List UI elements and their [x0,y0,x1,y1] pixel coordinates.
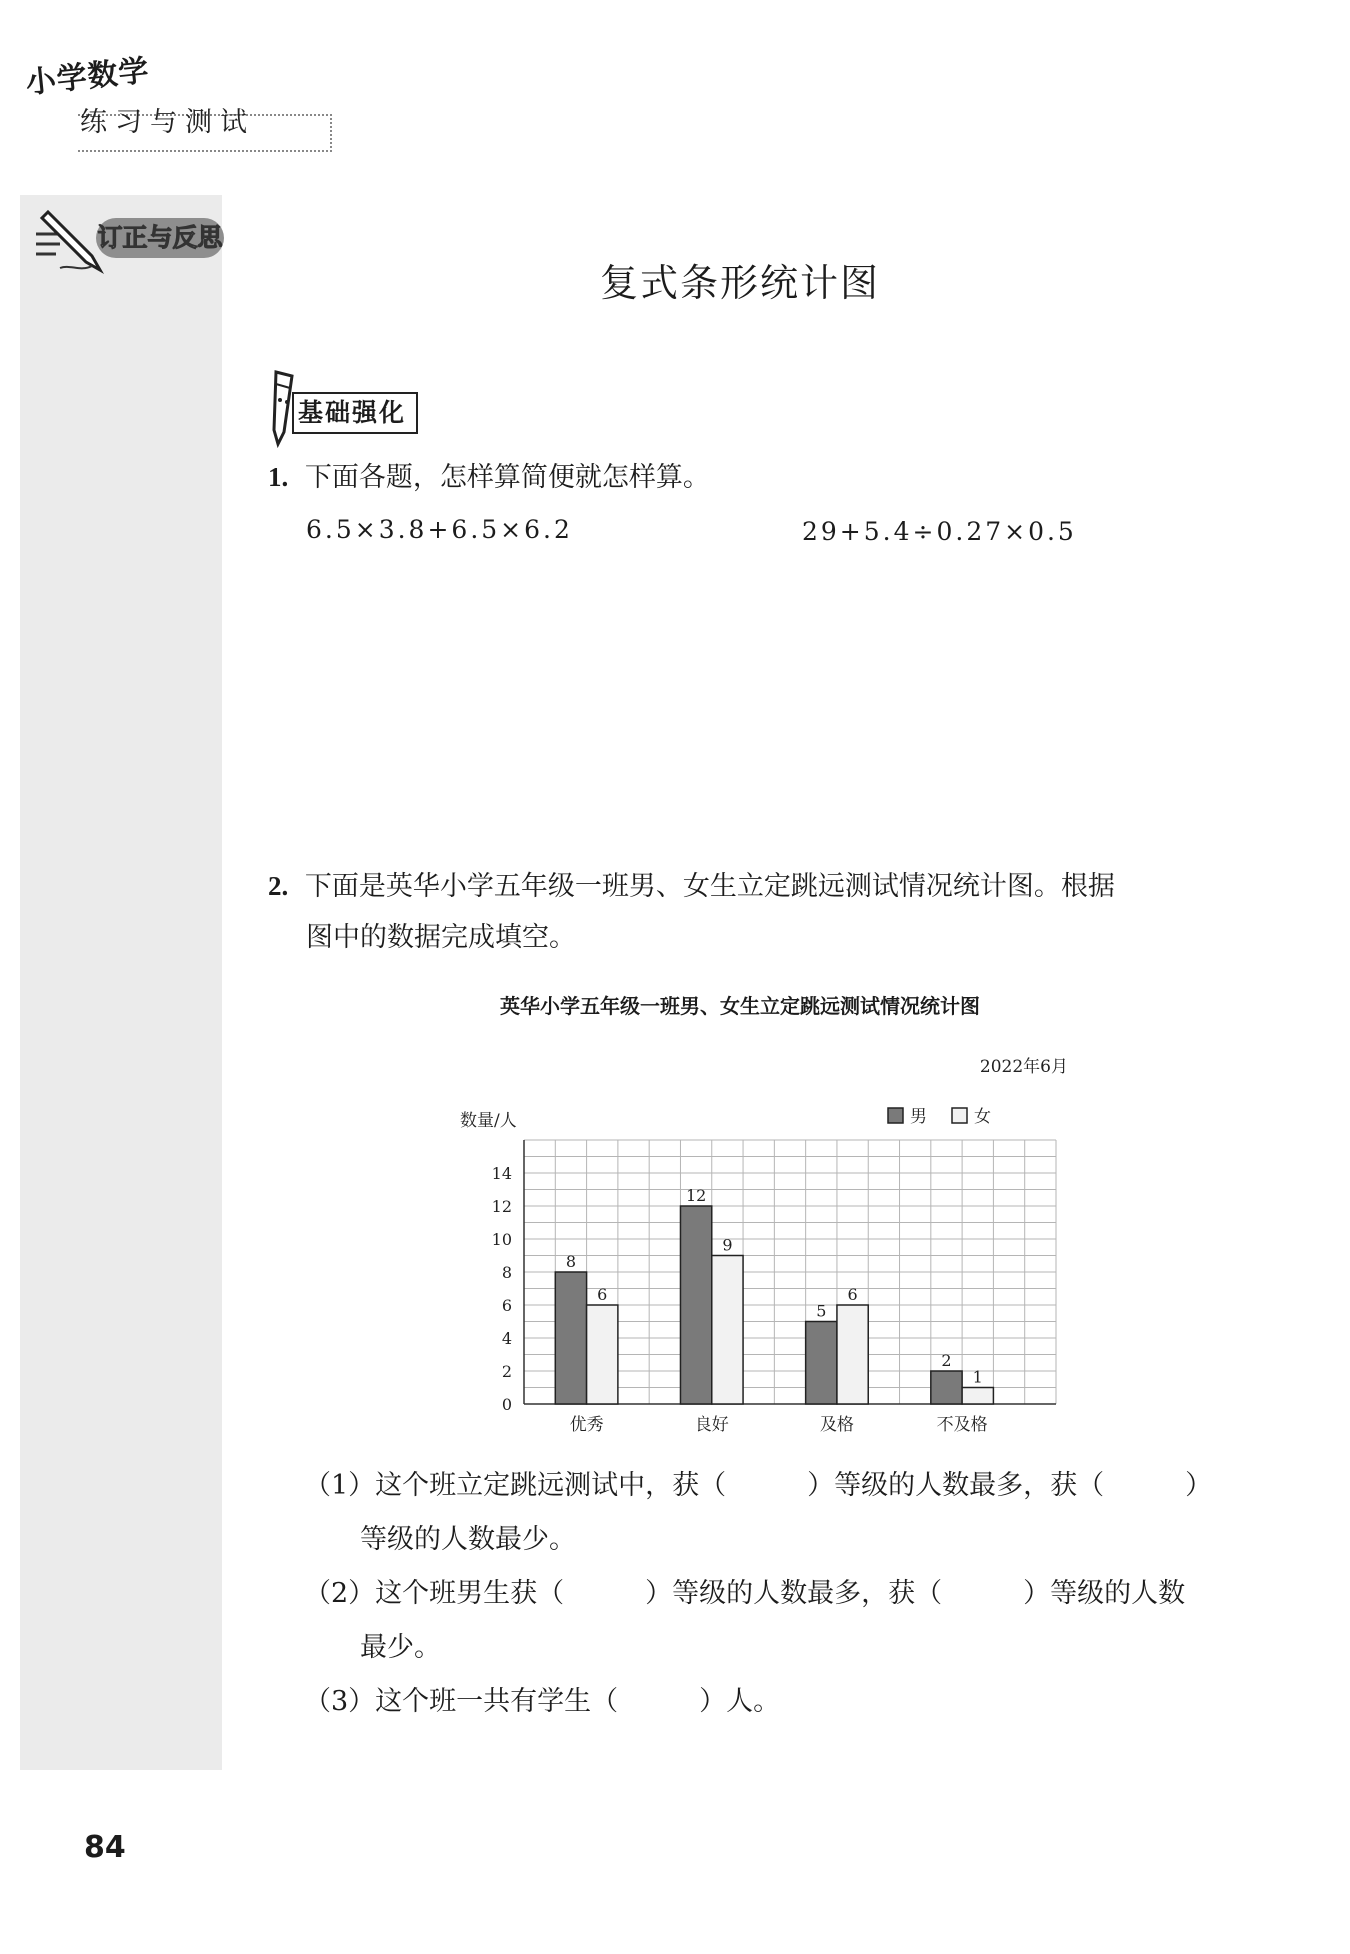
bar-1-0 [680,1206,711,1404]
question-text: 下面各题，怎样算简便就怎样算。 [304,462,710,493]
expression-2: 29+5.4÷0.27×0.5 [802,517,1077,546]
bar-2-1 [837,1305,868,1404]
chart-date: 2022年6月 [979,1057,1068,1077]
question-2 [268,866,1115,907]
x-tick-label: 优秀 [569,1415,604,1435]
data-label: 12 [685,1186,707,1205]
y-tick-label: 8 [501,1263,512,1282]
bar-3-1 [962,1388,993,1405]
y-tick-label: 4 [501,1329,512,1348]
data-label: 1 [972,1367,983,1387]
y-tick-label: 6 [501,1296,512,1315]
question-1 [268,457,710,498]
bar-2-0 [806,1322,837,1405]
x-tick-label: 良好 [694,1415,729,1435]
x-tick-label: 及格 [819,1415,854,1435]
section-badge: 基础强化 [292,392,418,434]
question-text: 下面是英华小学五年级一班男、女生立定跳远测试情况统计图。根据 [304,871,1115,902]
question-text-cont: 图中的数据完成填空。 [306,922,576,953]
bar-0-1 [587,1305,618,1404]
subquestion-3: （3）这个班一共有学生（ ）人。 [304,1686,781,1717]
chart-title: 英华小学五年级一班男、女生立定跳远测试情况统计图 [500,994,980,1018]
reflection-tab: 订正与反思 [96,218,224,258]
brand-subtitle: 练习与测试 [80,107,255,138]
y-tick-label: 2 [501,1362,512,1381]
legend-swatch-1 [952,1108,967,1123]
y-tick-label: 0 [501,1395,512,1414]
subquestion-1: （1）这个班立定跳远测试中，获（ ）等级的人数最多，获（ ） [304,1470,1213,1501]
legend-label-1: 女 [974,1107,991,1127]
data-label: 8 [565,1252,577,1271]
question-number: 2. [268,871,289,901]
legend-swatch-0 [888,1108,903,1123]
y-tick-label: 14 [491,1164,512,1183]
bar-3-0 [931,1371,962,1404]
bar-1-1 [712,1256,743,1405]
y-tick-label: 10 [491,1230,512,1249]
question-number: 1. [268,462,289,492]
subquestion-2: （2）这个班男生获（ ）等级的人数最多，获（ ）等级的人数 [304,1578,1186,1609]
legend-label-0: 男 [910,1107,927,1127]
page-title: 复式条形统计图 [599,261,880,305]
data-label: 5 [816,1301,827,1321]
data-label: 6 [597,1285,608,1304]
expression-1: 6.5×3.8+6.5×6.2 [306,515,573,544]
data-label: 9 [722,1235,733,1255]
data-label: 6 [847,1285,858,1304]
y-axis-label: 数量/人 [460,1111,517,1131]
bar-chart [440,1040,1080,1460]
subquestion-1-cont: 等级的人数最少。 [360,1524,576,1555]
x-tick-label: 不及格 [936,1415,988,1435]
margin-sidebar [20,195,222,1770]
subquestion-2-cont: 最少。 [360,1632,441,1663]
y-tick-label: 12 [491,1197,512,1216]
page-number: 84 [84,1830,126,1865]
brand-title: 小学数学 [24,53,152,102]
data-label: 2 [941,1351,952,1370]
bar-0-0 [555,1272,586,1404]
